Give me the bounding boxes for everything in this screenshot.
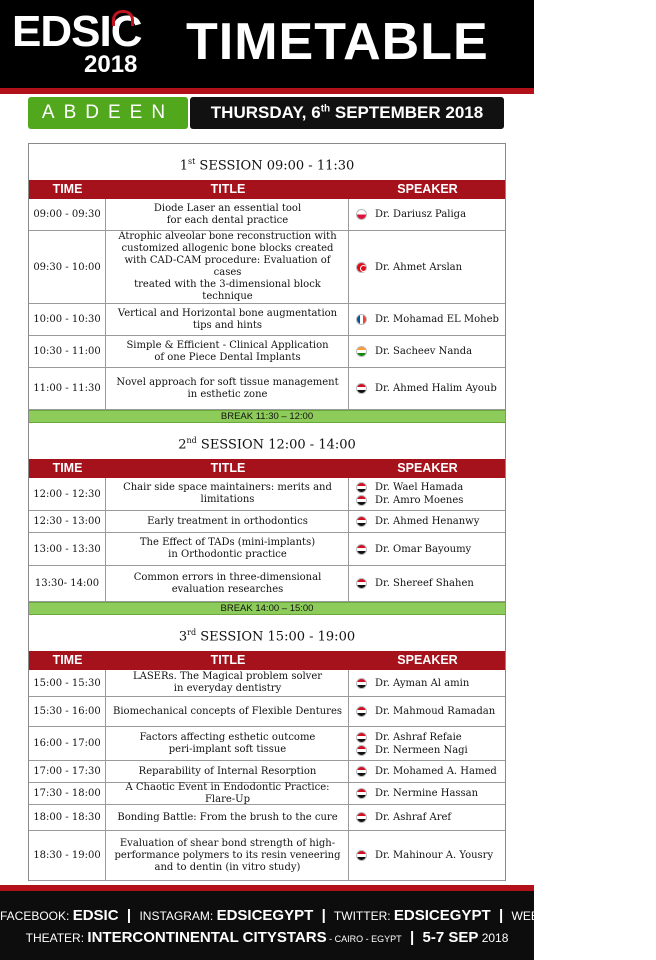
egypt-flag-icon: [356, 516, 367, 527]
table-header: [29, 651, 505, 670]
speaker-entry: [356, 313, 505, 326]
logo-year: 2018: [84, 51, 138, 78]
table-row: [29, 533, 505, 566]
egypt-flag-icon: [356, 578, 367, 589]
row-speakers: [350, 478, 505, 510]
speaker-name: Dr. Sacheev Nanda: [375, 346, 473, 357]
row-speakers: [350, 805, 505, 830]
row-title: Bonding Battle: From the brush to the cure: [107, 805, 349, 830]
egypt-flag-icon: [356, 745, 367, 756]
table-row: [29, 697, 505, 727]
column-header-speaker: SPEAKER: [397, 653, 458, 667]
row-time: 13:00 - 13:30: [29, 533, 106, 565]
row-title: Simple & Efficient - Clinical Application of one Piece Dental Implants: [107, 336, 349, 367]
row-time: 10:00 - 10:30: [29, 304, 106, 335]
column-header-speaker: SPEAKER: [397, 182, 458, 196]
footer-social-line: [0, 907, 656, 924]
row-title: The Effect of TADs (mini-implants) in Orthodontic practice: [107, 533, 349, 565]
row-speakers: [350, 511, 505, 532]
speaker-name: Dr. Mahinour A. Yousry: [375, 850, 494, 861]
event-year: 2018: [478, 931, 509, 945]
session-title: [29, 615, 505, 651]
row-title: Vertical and Horizontal bone augmentation tips and hints: [107, 304, 349, 335]
footer-divider: [0, 885, 534, 891]
theater-name: INTERCONTINENTAL CITYSTARS: [87, 929, 327, 946]
session-label: SESSION 15:00 - 19:00: [196, 629, 356, 645]
speaker-name: Dr. Nermeen Nagi: [375, 744, 468, 756]
france-flag-icon: [356, 314, 367, 325]
column-header-time: TIME: [52, 653, 83, 667]
speaker-name: Dr. Shereef Shahen: [375, 578, 474, 589]
row-time: 15:30 - 16:00: [29, 697, 106, 726]
session-number: 3: [178, 629, 188, 645]
table-row: [29, 566, 505, 602]
speaker-name: Dr. Ahmed Henanwy: [375, 516, 480, 527]
row-time: 13:30- 14:00: [29, 566, 106, 601]
column-header-time: TIME: [52, 461, 83, 475]
row-speakers: [350, 697, 505, 726]
event-dates: 5-7 SEP: [422, 929, 479, 946]
row-title: Reparability of Internal Resorption: [107, 761, 349, 782]
speaker-entry: [356, 731, 505, 744]
row-time: 17:00 - 17:30: [29, 761, 106, 782]
row-speakers: [350, 368, 505, 409]
egypt-flag-icon: [356, 732, 367, 743]
column-header-title: TITLE: [210, 461, 246, 475]
speaker-name: Dr. Wael Hamada: [375, 482, 464, 493]
column-header-title: TITLE: [210, 653, 246, 667]
tooth-icon: [112, 10, 134, 26]
speaker-entry: [356, 705, 505, 718]
speaker-name: Dr. Dariusz Paliga: [375, 209, 467, 220]
theater-location: - CAIRO - EGYPT: [326, 934, 402, 944]
egypt-flag-icon: [356, 850, 367, 861]
speaker-name: Dr. Ayman Al amin: [375, 677, 470, 689]
row-time: 12:30 - 13:00: [29, 511, 106, 532]
egypt-flag-icon: [356, 383, 367, 394]
speaker-entry: [356, 382, 505, 395]
row-time: 11:00 - 11:30: [29, 368, 106, 409]
speaker-entry: [356, 787, 505, 800]
row-time: 10:30 - 11:00: [29, 336, 106, 367]
page-title: TIMETABLE: [186, 13, 489, 71]
table-row: [29, 231, 505, 304]
footer-venue-line: [0, 929, 534, 946]
egypt-flag-icon: [356, 544, 367, 555]
facebook-label: FACEBOOK:: [0, 909, 70, 923]
row-speakers: [350, 336, 505, 367]
session-ordinal: rd: [187, 628, 197, 637]
table-row: [29, 805, 505, 831]
row-speakers: [350, 304, 505, 335]
row-title: Novel approach for soft tissue management in esthetic zone: [107, 368, 349, 409]
break-bar: BREAK 11:30 – 12:00: [29, 410, 505, 423]
speaker-entry: [356, 543, 505, 556]
session-ordinal: st: [187, 157, 196, 166]
row-title: LASERs. The Magical problem solver in everyday dentistry: [107, 670, 349, 696]
egypt-flag-icon: [356, 812, 367, 823]
table-row: [29, 368, 505, 410]
turkey-flag-icon: [356, 262, 367, 273]
table-row: [29, 336, 505, 368]
logo-text: EDSIC: [12, 7, 142, 56]
row-time: 17:30 - 18:00: [29, 783, 106, 804]
session-label: SESSION 09:00 - 11:30: [195, 158, 355, 174]
column-header-speaker: SPEAKER: [397, 461, 458, 475]
table-row: [29, 511, 505, 533]
speaker-entry: [356, 261, 505, 274]
egypt-flag-icon: [356, 766, 367, 777]
column-header-title: TITLE: [210, 182, 246, 196]
speaker-entry: [356, 515, 505, 528]
egypt-flag-icon: [356, 788, 367, 799]
table-row: [29, 727, 505, 761]
table-row: [29, 304, 505, 336]
session-label: SESSION 12:00 - 14:00: [196, 437, 356, 453]
session-title: [29, 144, 505, 180]
table-header: [29, 180, 505, 199]
edsic-logo: [12, 8, 162, 82]
row-speakers: [350, 199, 505, 230]
website-link[interactable]: EDSIC.ORG: [572, 907, 656, 924]
facebook-handle[interactable]: EDSIC: [72, 907, 119, 924]
row-speakers: [350, 231, 505, 303]
row-time: 09:30 - 10:00: [29, 231, 106, 303]
header-divider: [0, 88, 534, 94]
speaker-name: Dr. Mohamad EL Moheb: [375, 314, 499, 325]
egypt-flag-icon: [356, 482, 367, 493]
row-title: Chair side space maintainers: merits and limitations: [107, 478, 349, 510]
poland-flag-icon: [356, 209, 367, 220]
table-header: [29, 459, 505, 478]
row-time: 18:30 - 19:00: [29, 831, 106, 880]
row-speakers: [350, 566, 505, 601]
speaker-name: Dr. Mahmoud Ramadan: [375, 706, 496, 717]
speaker-name: Dr. Ashraf Aref: [375, 812, 452, 823]
speaker-name: Dr. Omar Bayoumy: [375, 543, 472, 555]
table-row: [29, 783, 505, 805]
speaker-entry: [356, 744, 505, 757]
egypt-flag-icon: [356, 678, 367, 689]
footer-separator: |: [498, 907, 504, 924]
footer-separator: |: [409, 929, 415, 946]
column-header-time: TIME: [52, 182, 83, 196]
row-speakers: [350, 831, 505, 880]
row-time: 12:00 - 12:30: [29, 478, 106, 510]
speaker-entry: [356, 345, 505, 358]
india-flag-icon: [356, 346, 367, 357]
speaker-entry: [356, 481, 505, 494]
footer-separator: |: [321, 907, 326, 924]
speaker-entry: [356, 677, 505, 690]
session-title: [29, 423, 505, 459]
row-time: 15:00 - 15:30: [29, 670, 106, 696]
footer: [0, 885, 656, 960]
footer-separator: |: [126, 907, 132, 924]
table-row: [29, 831, 505, 881]
speaker-entry: [356, 849, 505, 862]
speaker-entry: [356, 765, 505, 778]
row-speakers: [350, 783, 505, 804]
speaker-entry: [356, 577, 505, 590]
table-row: [29, 199, 505, 231]
website-label: WEBSITE:: [511, 909, 569, 923]
speaker-name: Dr. Ashraf Refaie: [375, 731, 462, 743]
theater-label: THEATER:: [25, 931, 85, 945]
row-title: Atrophic alveolar bone reconstruction with customized allogenic bone blocks created with CAD-CAM procedure: Evaluation of cases treated with the 3-dimensional block technique: [107, 231, 349, 303]
timetable: [28, 143, 506, 881]
row-title: Early treatment in orthodontics: [107, 511, 349, 532]
header-banner: [0, 0, 534, 88]
row-speakers: [350, 670, 505, 696]
date-banner: [190, 97, 504, 129]
session-number: 1: [179, 158, 188, 174]
egypt-flag-icon: [356, 495, 367, 506]
row-speakers: [350, 533, 505, 565]
row-title: Biomechanical concepts of Flexible Dentures: [107, 697, 349, 726]
speaker-entry: [356, 494, 505, 507]
instagram-handle[interactable]: EDSICEGYPT: [216, 907, 314, 924]
date-suffix: SEPTEMBER 2018: [330, 103, 484, 122]
speaker-entry: [356, 811, 505, 824]
row-title: Diode Laser an essential tool for each dental practice: [107, 199, 349, 230]
table-row: [29, 761, 505, 783]
row-title: Common errors in three-dimensional evaluation researches: [107, 566, 349, 601]
instagram-label: INSTAGRAM:: [139, 909, 214, 923]
table-row: [29, 670, 505, 697]
speaker-name: Dr. Nermine Hassan: [375, 788, 479, 799]
egypt-flag-icon: [356, 706, 367, 717]
session-number: 2: [178, 437, 187, 453]
twitter-handle[interactable]: EDSICEGYPT: [393, 907, 491, 924]
speaker-name: Dr. Amro Moenes: [375, 495, 464, 506]
break-bar: BREAK 14:00 – 15:00: [29, 602, 505, 615]
speaker-entry: [356, 208, 505, 221]
row-time: 09:00 - 09:30: [29, 199, 106, 230]
twitter-label: TWITTER:: [333, 909, 391, 923]
speaker-name: Dr. Ahmed Halim Ayoub: [375, 383, 497, 394]
row-title: A Chaotic Event in Endodontic Practice: Flare-Up: [107, 783, 349, 804]
row-time: 16:00 - 17:00: [29, 727, 106, 760]
row-speakers: [350, 727, 505, 760]
speaker-name: Dr. Ahmet Arslan: [375, 261, 463, 273]
date-prefix: THURSDAY, 6: [210, 103, 321, 122]
session-ordinal: nd: [186, 436, 197, 445]
row-title: Factors affecting esthetic outcome peri-implant soft tissue: [107, 727, 349, 760]
venue-badge: ABDEEN: [28, 97, 188, 129]
row-title: Evaluation of shear bond strength of high- performance polymers to its resin veneering and to dentin (in vitro study): [107, 831, 349, 880]
speaker-name: Dr. Mohamed A. Hamed: [375, 766, 497, 777]
row-speakers: [350, 761, 505, 782]
table-row: [29, 478, 505, 511]
date-ordinal: th: [320, 103, 331, 115]
row-time: 18:00 - 18:30: [29, 805, 106, 830]
